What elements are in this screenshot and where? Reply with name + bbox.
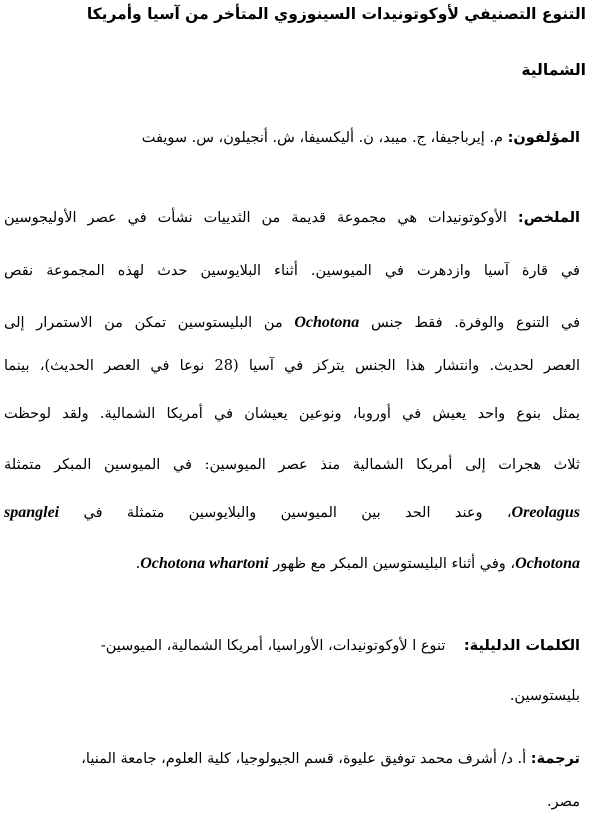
translation-line (81, 749, 580, 769)
keywords-label: الكلمات الدليلية: (463, 638, 580, 654)
authors-names: م. إيرباجيفا، ج. ميبد، ن. أليكسيفا، ش. أنجيلون، س. سويفت (141, 130, 504, 146)
species-ochotona-whartoni: Ochotona whartoni (140, 555, 269, 572)
authors-label: المؤلفون: (507, 130, 580, 146)
title-line-1: التنوع التصنيفي لأوكوتونيدات السينوزوي المتأخر من آسيا وأمريكا (86, 5, 586, 23)
keywords-line-2: بليستوسين. (509, 688, 580, 704)
abstract-text-8: ، وفي أثناء البليستوسين المبكر مع ظهور (273, 556, 516, 572)
abstract-line-4: العصر لحديث. وانتشار هذا الجنس يتركز في آسيا (28 نوعا في العصر الحديث)، بينما (4, 358, 580, 374)
abstract-line-5: يمثل بنوع واحد يعيش في أوروبا، ونوعين يعيشان في أمريكا الشمالية. ولقد لوحظت (4, 406, 580, 422)
abstract-text-3a: في التنوع والوفرة. فقط جنس (370, 315, 581, 331)
title-line-2: الشمالية (521, 61, 586, 79)
authors-line (142, 128, 580, 148)
abstract-label: الملخص: (517, 210, 581, 226)
abstract-line-2: في قارة آسيا وازدهرت في الميوسين. أثناء البلايوسين حدث لهذه المجموعة نقص (4, 263, 580, 279)
keywords-line (101, 636, 580, 656)
genus-ochotona-2: Ochotona (515, 555, 580, 572)
abstract-line-7 (4, 503, 580, 523)
translation-label: ترجمة: (530, 751, 580, 767)
abstract-line-6: ثلاث هجرات إلى أمريكا الشمالية منذ عصر الميوسين: في الميوسين المبكر متمثلة (4, 457, 580, 473)
genus-ochotona: Ochotona (294, 314, 360, 331)
translation-line-2: مصر. (547, 794, 580, 810)
keywords-text: تنوع ا لأوكوتونيدات، الأوراسيا، أمريكا الشمالية، الميوسين- (100, 638, 446, 654)
abstract-line-3 (4, 313, 580, 333)
abstract-text-3b: من البليستوسين تمكن من الاستمرار إلى (4, 315, 283, 331)
translation-text: أ. د/ أشرف محمد توفيق عليوة، قسم الجيولوجيا، كلية العلوم، جامعة المنيا، (81, 751, 527, 767)
abstract-text-1: الأوكوتونيدات هي مجموعة قديمة من الثدييات نشأت في عصر الأوليجوسين (4, 210, 507, 226)
genus-oreolagus: Oreolagus (511, 504, 580, 521)
abstract-line-1 (4, 208, 580, 228)
abstract-line-8 (136, 554, 580, 574)
species-spanglei: spanglei (4, 504, 60, 521)
abstract-period: . (135, 556, 141, 572)
abstract-text-7: ، وعند الحد بين الميوسين والبلايوسين متمثلة في (83, 505, 512, 521)
